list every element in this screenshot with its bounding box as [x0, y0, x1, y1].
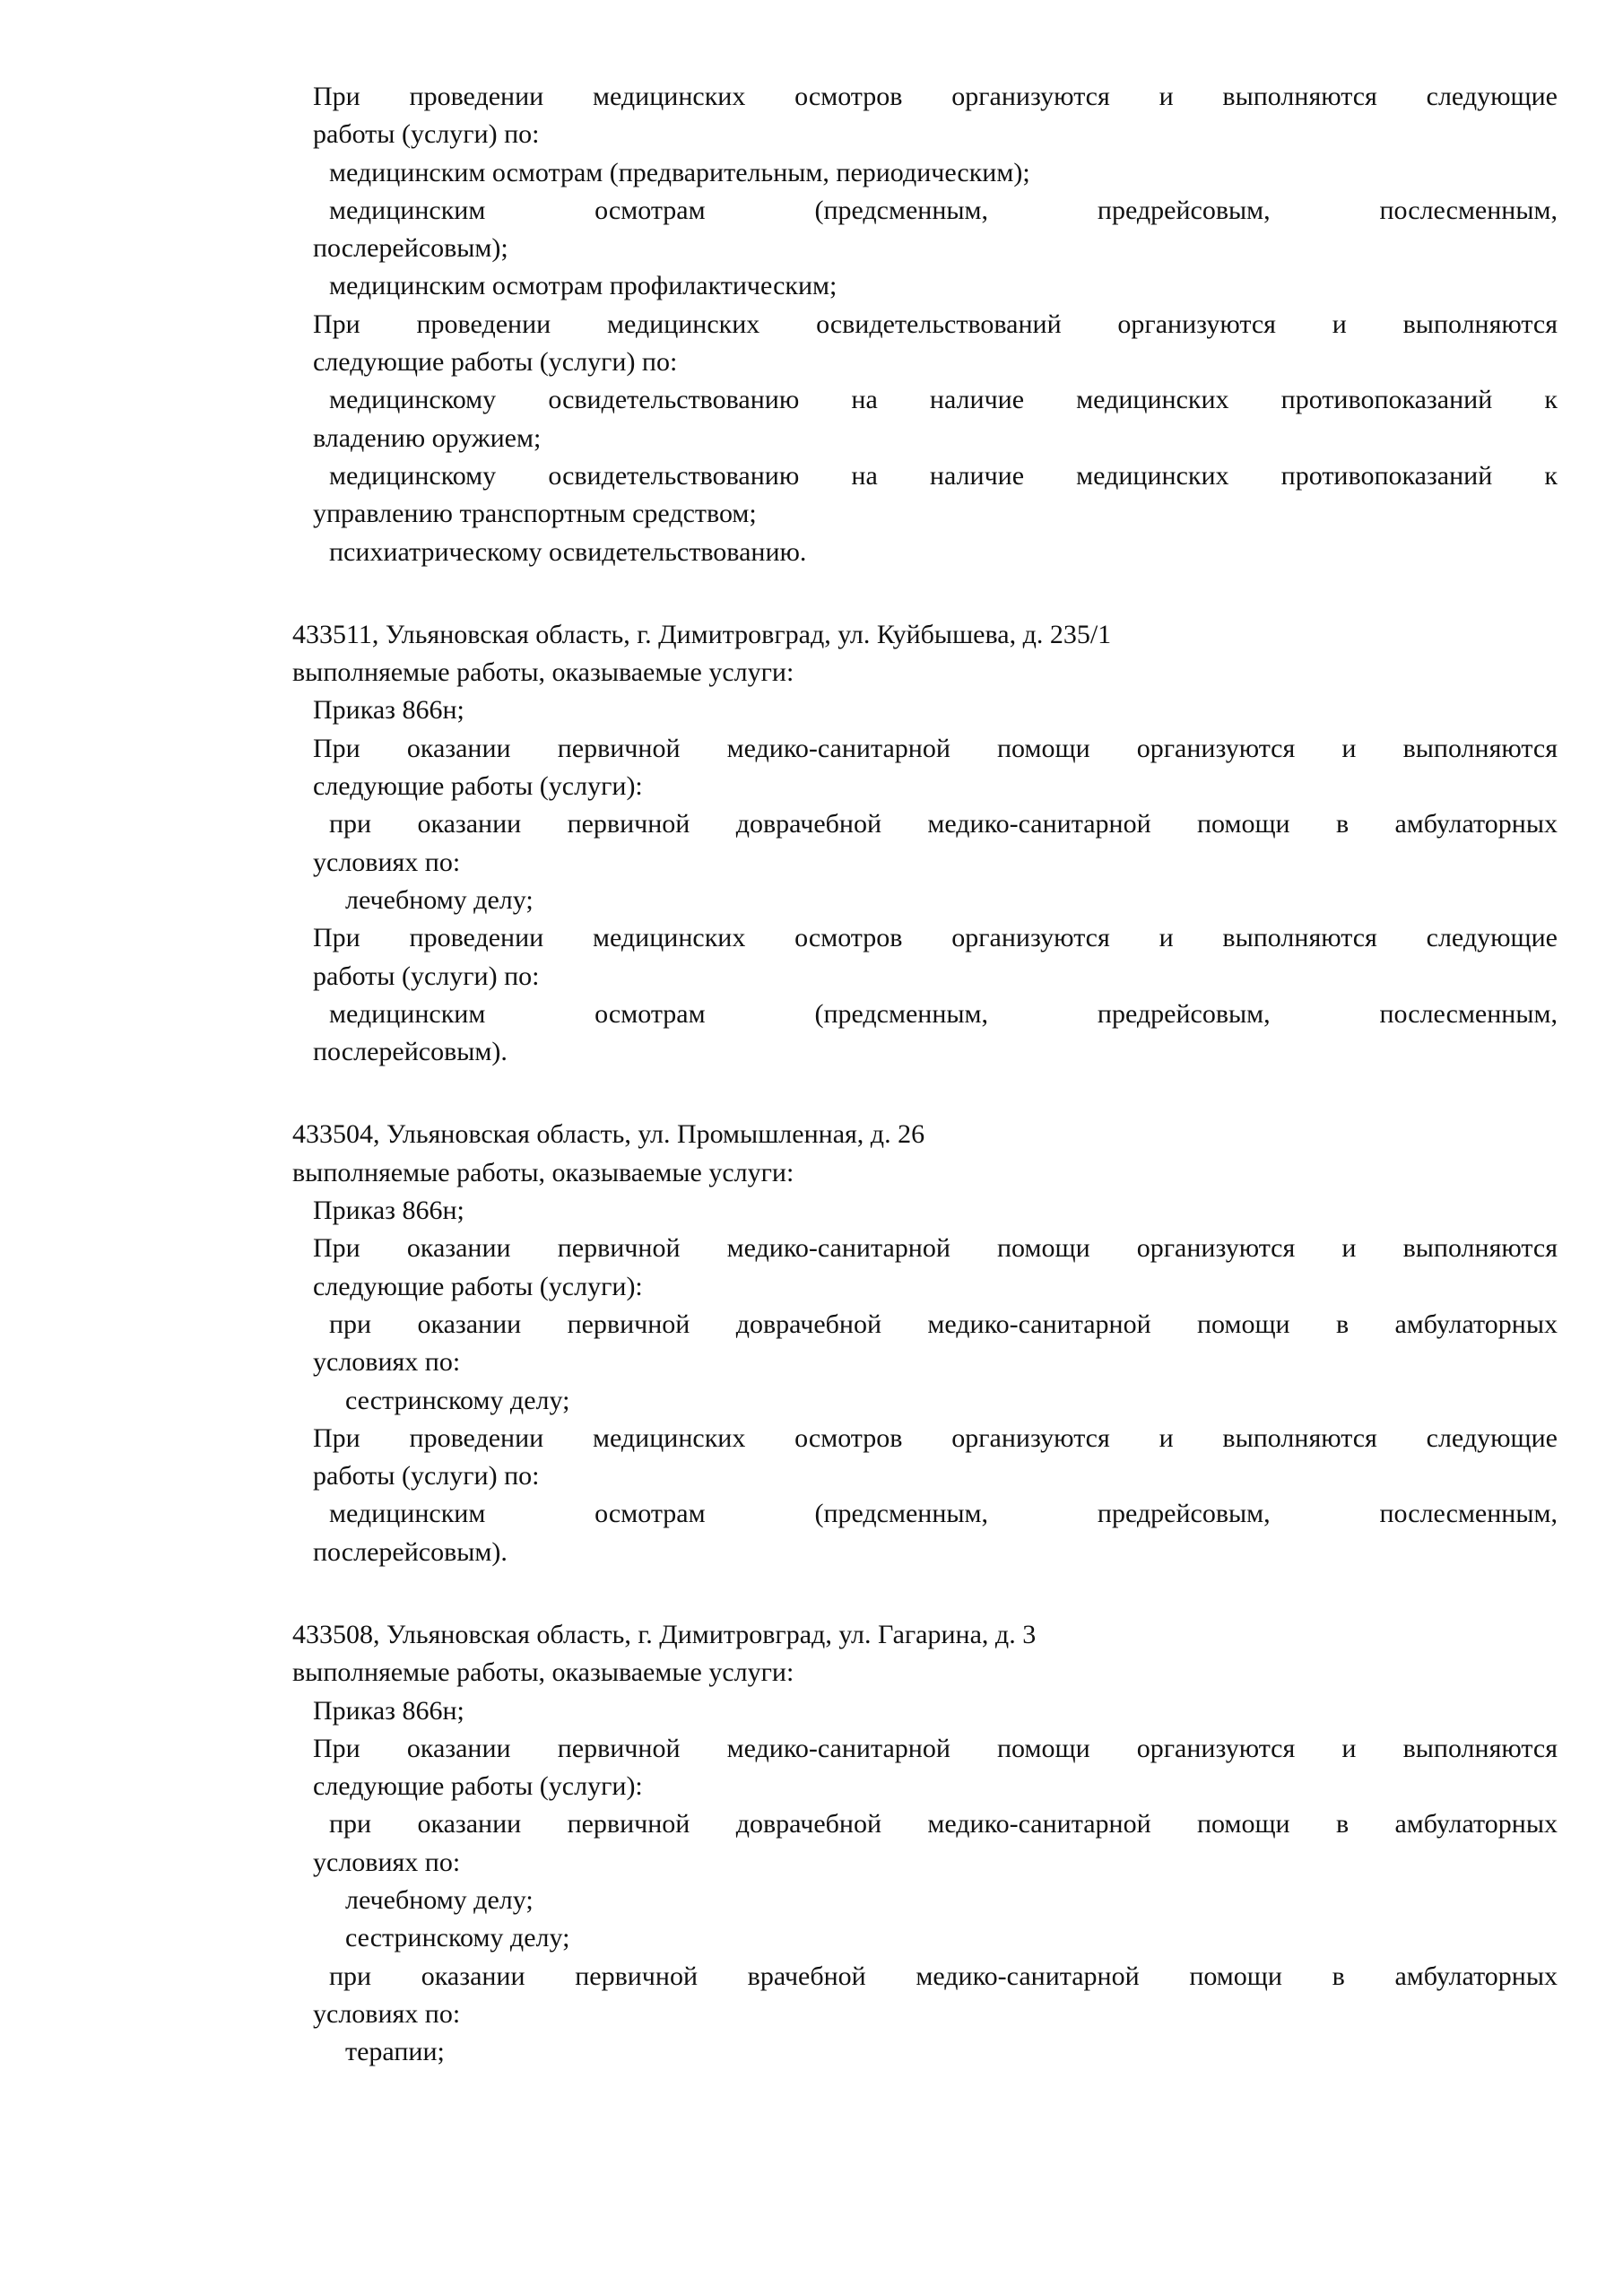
address-section — [0, 616, 1623, 1072]
text-line: медицинскому освидетельствованию на наличие медицинских противопоказаний к — [329, 460, 1558, 491]
text-line: При оказании первичной медико-санитарной помощи организуются и выполняются — [313, 1233, 1558, 1264]
address-line: 433511, Ульяновская область, г. Димитровград, ул. Куйбышева, д. 235/1 — [292, 619, 1112, 649]
text-line: лечебному делу; — [345, 884, 534, 915]
text-line: выполняемые работы, оказываемые услуги: — [292, 1657, 794, 1688]
text-line: медицинскому освидетельствованию на наличие медицинских противопоказаний к — [329, 385, 1558, 415]
text-line: следующие работы (услуги): — [313, 771, 643, 802]
text-line: При оказании первичной медико-санитарной помощи организуются и выполняются — [313, 733, 1558, 763]
text-line: При оказании первичной медико-санитарной помощи организуются и выполняются — [313, 1733, 1558, 1763]
text-line: медицинским осмотрам (предсменным, предрейсовым, послесменным, — [329, 1499, 1558, 1529]
text-line: выполняемые работы, оказываемые услуги: — [292, 657, 794, 688]
text-line: медицинским осмотрам (предварительным, периодическим); — [329, 157, 1030, 187]
text-line: терапии; — [345, 2037, 445, 2067]
text-line: При проведении медицинских осмотров организуются и выполняются следующие — [313, 923, 1558, 953]
text-line: следующие работы (услуги): — [313, 1271, 643, 1301]
text-line: При проведении медицинских осмотров организуются и выполняются следующие — [313, 82, 1558, 111]
text-line: условиях по: — [313, 1347, 461, 1378]
text-line: психиатрическому освидетельствованию. — [329, 536, 807, 567]
text-line: при оказании первичной доврачебной медико-санитарной помощи в амбулаторных — [329, 809, 1558, 839]
text-line: при оказании первичной доврачебной медико-санитарной помощи в амбулаторных — [329, 1809, 1558, 1839]
text-line: при оказании первичной врачебной медико-санитарной помощи в амбулаторных — [329, 1961, 1558, 1991]
text-line: При проведении медицинских осмотров организуются и выполняются следующие — [313, 1422, 1558, 1453]
text-line: послерейсовым). — [313, 1037, 508, 1067]
text-line: Приказ 866н; — [313, 1196, 464, 1226]
address-line: 433508, Ульяновская область, г. Димитровград, ул. Гагарина, д. 3 — [292, 1619, 1037, 1649]
text-line: следующие работы (услуги): — [313, 1771, 643, 1802]
text-line: условиях по: — [313, 847, 461, 877]
text-line: послерейсовым). — [313, 1536, 508, 1567]
text-line: сестринскому делу; — [345, 1385, 570, 1415]
text-line: выполняемые работы, оказываемые услуги: — [292, 1157, 794, 1187]
text-line: Приказ 866н; — [313, 1695, 464, 1726]
address-section — [0, 1116, 1623, 1571]
text-line: Приказ 866н; — [313, 695, 464, 726]
text-line: управлению транспортным средством; — [313, 499, 757, 529]
address-line: 433504, Ульяновская область, ул. Промышленная, д. 26 — [292, 1119, 925, 1150]
continuation-section — [0, 78, 1623, 571]
text-line: медицинским осмотрам профилактическим; — [329, 271, 838, 301]
text-line: медицинским осмотрам (предсменным, предрейсовым, послесменным, — [329, 195, 1558, 225]
address-section — [0, 1616, 1623, 2072]
text-line: условиях по: — [313, 1847, 461, 1877]
text-line: работы (услуги) по: — [313, 119, 540, 150]
text-line: сестринскому делу; — [345, 1923, 570, 1953]
document-page — [0, 78, 1623, 2117]
text-line: работы (услуги) по: — [313, 961, 540, 991]
text-line: условиях по: — [313, 1998, 461, 2029]
text-line: при оказании первичной доврачебной медико-санитарной помощи в амбулаторных — [329, 1309, 1558, 1339]
text-line: лечебному делу; — [345, 1885, 534, 1916]
text-line: работы (услуги) по: — [313, 1461, 540, 1492]
text-line: При проведении медицинских освидетельствований организуются и выполняются — [313, 309, 1558, 339]
text-line: медицинским осмотрам (предсменным, предрейсовым, послесменным, — [329, 998, 1558, 1029]
text-line: послерейсовым); — [313, 233, 508, 264]
text-line: владению оружием; — [313, 422, 542, 453]
text-line: следующие работы (услуги) по: — [313, 347, 678, 378]
